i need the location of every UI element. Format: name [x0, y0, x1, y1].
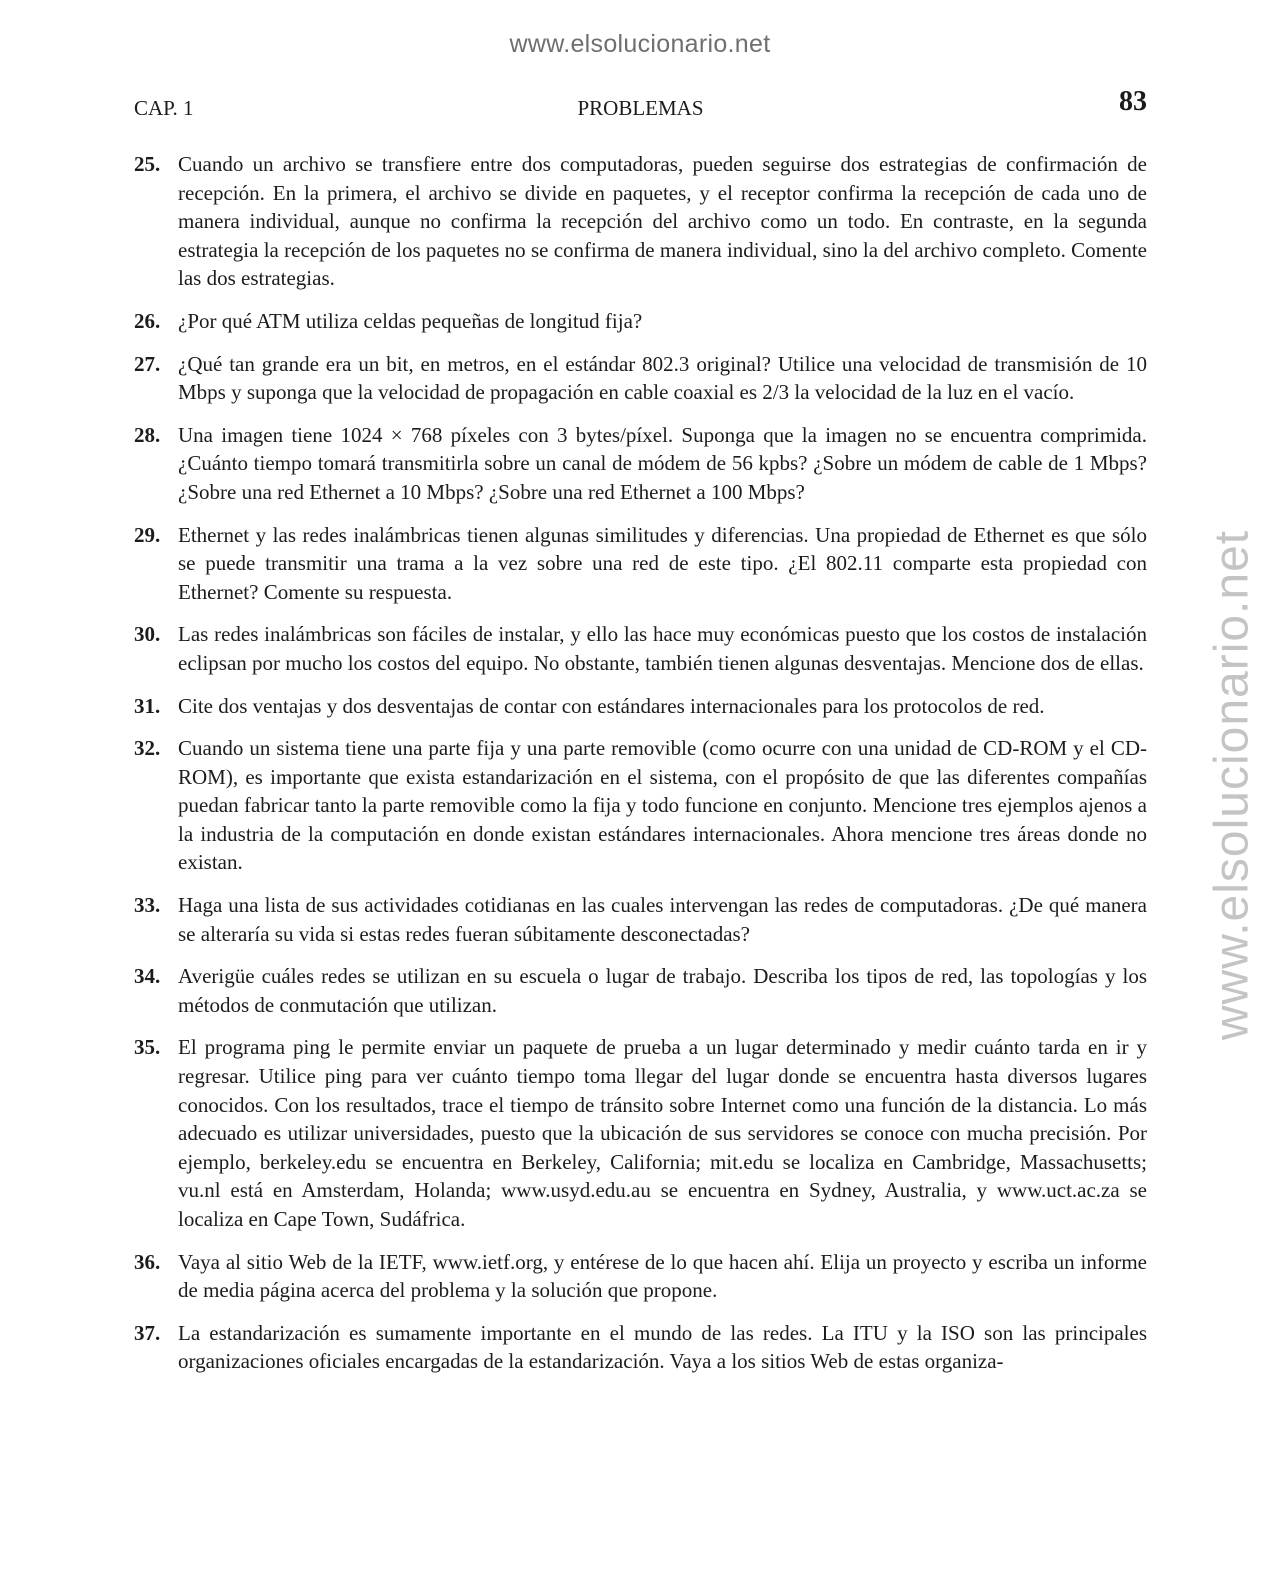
problem-text: La estandarización es sumamente importante en el mundo de las redes. La ITU y la ISO son las principales organizaciones oficiales encargadas de la estandarización. Vaya a los sitios Web de estas organiza- [178, 1320, 1147, 1374]
page-number: 83 [1119, 86, 1147, 117]
problem-number: 26. [134, 308, 161, 333]
problem-text: Averigüe cuáles redes se utilizan en su escuela o lugar de trabajo. Describa los tipos de red, las topologías y los métodos de conmutación que utilizan. [178, 964, 1147, 1017]
problem-number: 33. [134, 893, 161, 918]
problem-item [134, 421, 1147, 507]
problem-text: Una imagen tiene 1024 × 768 píxeles con 3 bytes/píxel. Suponga que la imagen no se encuentra comprimida. ¿Cuánto tiempo tomará transmitirla sobre un canal de módem de 56 kpbs? ¿Sobre un módem de cable de 1 Mbps? ¿Sobre una red Ethernet a 10 Mbps? ¿Sobre una red Ethernet a 100 Mbps? [178, 422, 1147, 504]
problem-item [134, 307, 1147, 336]
problem-item [134, 350, 1147, 407]
problem-number: 32. [134, 736, 161, 761]
watermark-side: www.elsolucionario.net [1205, 529, 1259, 1041]
problem-number: 36. [134, 1249, 161, 1274]
problem-text: Haga una lista de sus actividades cotidianas en las cuales intervengan las redes de computadoras. ¿De qué manera se alteraría su vida si estas redes fueran súbitamente desconectadas? [178, 893, 1147, 946]
problem-number: 30. [134, 622, 161, 647]
chapter-label: CAP. 1 [134, 96, 194, 120]
problem-number: 34. [134, 964, 161, 989]
problem-number: 25. [134, 152, 161, 176]
problem-item [134, 620, 1147, 677]
problem-item [134, 891, 1147, 948]
problem-list [134, 150, 1147, 1390]
problem-text: Cite dos ventajas y dos desventajas de contar con estándares internacionales para los protocolos de red. [178, 693, 1045, 718]
section-title: PROBLEMAS [577, 96, 704, 120]
problem-number: 31. [134, 693, 161, 718]
watermark-top: www.elsolucionario.net [509, 30, 771, 58]
problem-text: ¿Qué tan grande era un bit, en metros, en el estándar 802.3 original? Utilice una velocidad de transmisión de 10 Mbps y suponga que la velocidad de propagación en cable coaxial es 2/3 la velocidad de la luz en el vacío. [178, 351, 1147, 405]
problem-item [134, 150, 1147, 293]
problem-number: 28. [134, 422, 161, 447]
problem-text: Vaya al sitio Web de la IETF, www.ietf.org, y entérese de lo que hacen ahí. Elija un proyecto y escriba un informe de media página acerca del problema y la solución que propone. [178, 1249, 1147, 1303]
problem-number: 29. [134, 522, 161, 547]
problem-text: ¿Por qué ATM utiliza celdas pequeñas de longitud fija? [178, 308, 643, 333]
problem-number: 35. [134, 1035, 161, 1060]
running-head [134, 86, 1147, 128]
problem-number: 27. [134, 351, 161, 376]
problem-text: Cuando un sistema tiene una parte fija y una parte removible (como ocurre con una unidad de CD-ROM y el CD-ROM), es importante que exista estandarización en el sistema, con el propósito de que las diferentes compañías puedan fabricar tanto la parte removible como la fija y todo funcione en conjunto. Mencione tres ejemplos ajenos a la industria de la computación en donde existan estándares internacionales. Ahora mencione tres áreas donde no existan. [178, 736, 1147, 875]
problem-text: Cuando un archivo se transfiere entre dos computadoras, pueden seguirse dos estrategias de confirmación de recepción. En la primera, el archivo se divide en paquetes, y el receptor confirma la recepción de cada uno de manera individual, aunque no confirma la recepción del archivo como un todo. En contraste, en la segunda estrategia la recepción de los paquetes no se confirma de manera individual, sino la del archivo completo. Comente las dos estrategias. [178, 152, 1147, 291]
problem-text: El programa ping le permite enviar un paquete de prueba a un lugar determinado y medir cuánto tarda en ir y regresar. Utilice ping para ver cuánto tiempo toma llegar del lugar donde se encuentra hasta diversos lugares conocidos. Con los resultados, trace el tiempo de tránsito sobre Internet como una función de la distancia. Lo más adecuado es utilizar universidades, puesto que la ubicación de sus servidores se conoce con mucha precisión. Por ejemplo, berkeley.edu se encuentra en Berkeley, California; mit.edu se localiza en Cambridge, Massachusetts; vu.nl está en Amsterdam, Holanda; www.usyd.edu.au se encuentra en Sydney, Australia, y www.uct.ac.za se localiza en Cape Town, Sudáfrica. [178, 1035, 1147, 1231]
problem-item [134, 1033, 1147, 1233]
problem-item [134, 734, 1147, 877]
problem-item [134, 692, 1147, 721]
problem-text: Ethernet y las redes inalámbricas tienen algunas similitudes y diferencias. Una propiedad de Ethernet es que sólo se puede transmitir una trama a la vez sobre una red de este tipo. ¿El 802.11 comparte esta propiedad con Ethernet? Comente su respuesta. [178, 522, 1147, 604]
problem-text: Las redes inalámbricas son fáciles de instalar, y ello las hace muy económicas puesto que los costos de instalación eclipsan por mucho los costos del equipo. No obstante, también tienen algunas desventajas. Mencione dos de ellas. [178, 622, 1147, 675]
problem-number: 37. [134, 1320, 161, 1345]
problem-item [134, 1248, 1147, 1305]
problem-item [134, 521, 1147, 607]
problem-item [134, 962, 1147, 1019]
problem-item [134, 1319, 1147, 1376]
